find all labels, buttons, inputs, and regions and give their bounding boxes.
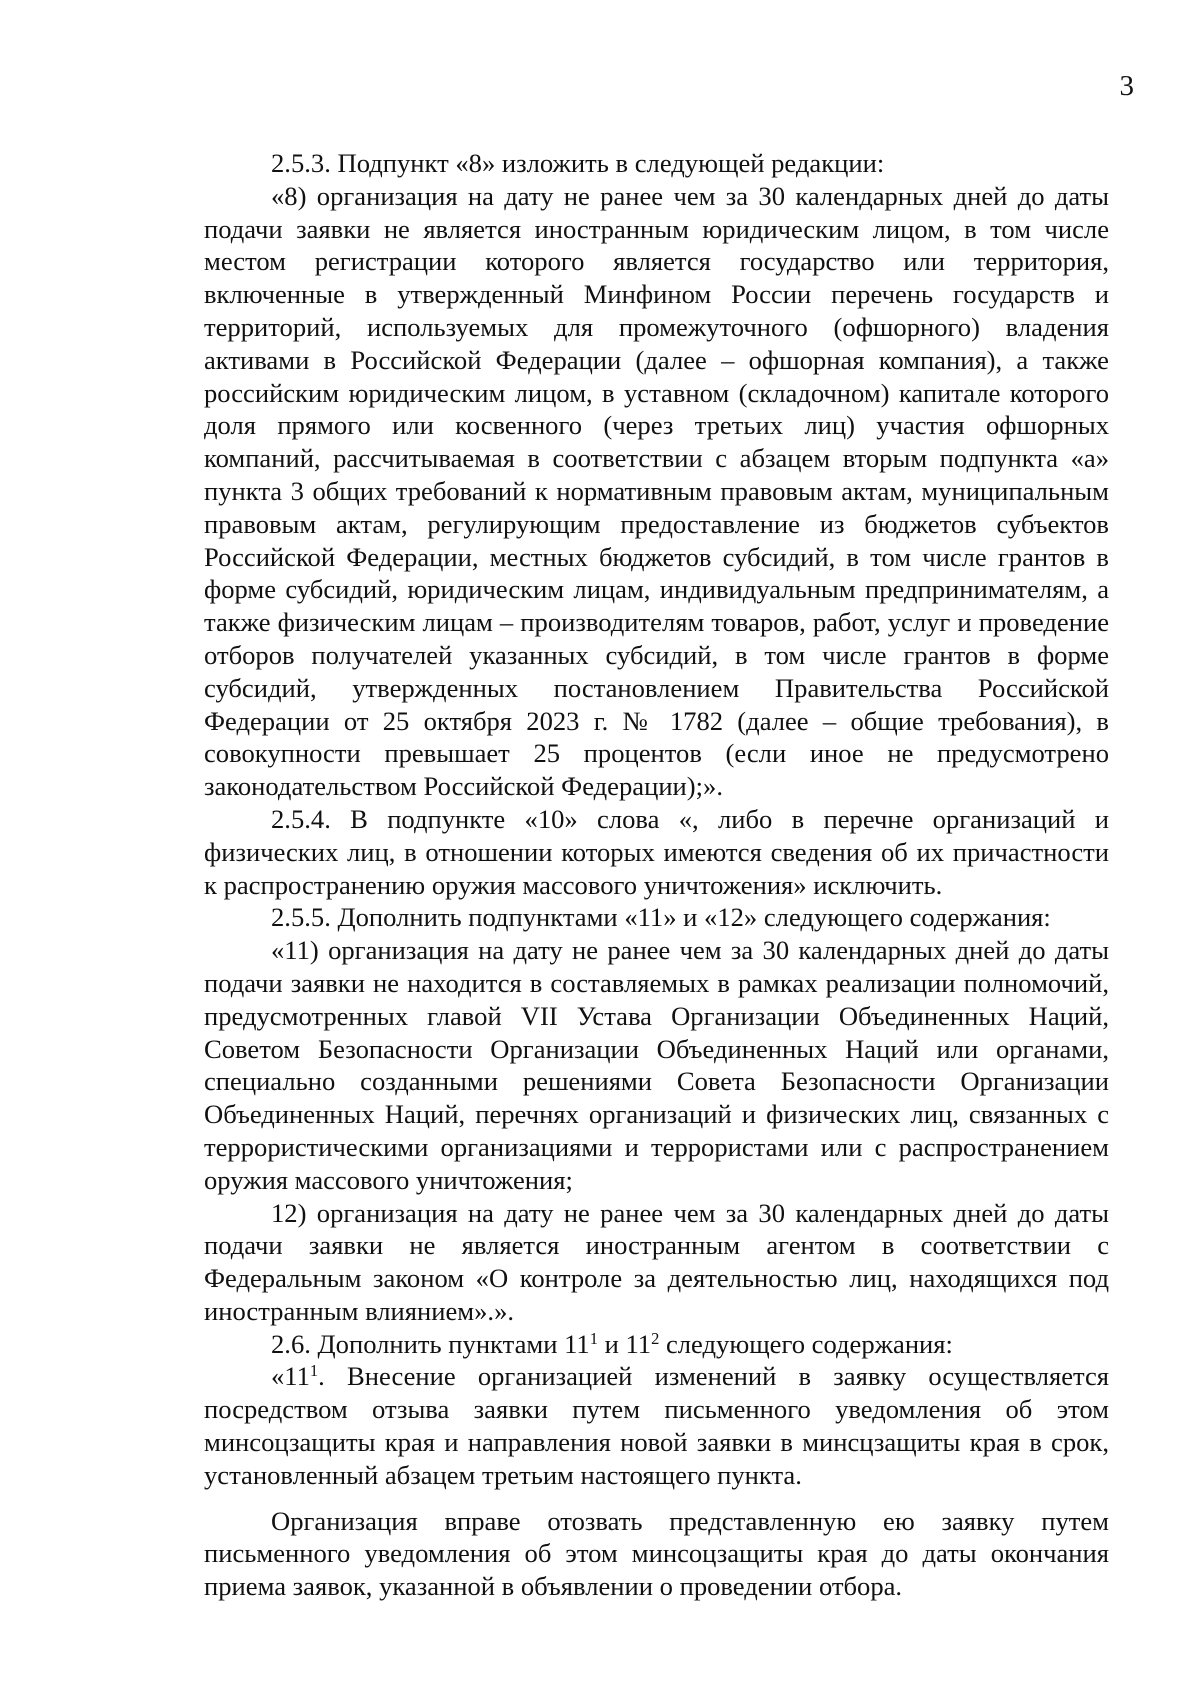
superscript: 1 [309,1361,319,1381]
superscript: 1 [589,1328,598,1348]
paragraph-withdrawal: Организация вправе отозвать представленную ею заявку путем письменного уведомления об этом минсоцзащиты края до даты окончания приема заявок, указанной в объявлении о проведении отбора. [204,1505,1109,1602]
text-segment: и 11 [597,1328,652,1359]
paragraph: 2.5.4. В подпункте «10» слова «, либо в перечне организаций и физических лиц, в отношении которых имеются сведения об их причастности к распространению оружия массового уничтожения» исключить. [204,803,1109,900]
superscript: 2 [651,1328,660,1348]
text-segment: 2.6. Дополнить пунктами 11 [271,1328,590,1359]
text-segment: следующего содержания: [659,1328,953,1359]
paragraph: 2.5.3. Подпункт «8» изложить в следующей редакции: [271,148,885,178]
paragraph: 2.5.5. Дополнить подпунктами «11» и «12» следующего содержания: [271,902,1051,933]
page-number: 3 [1119,70,1134,102]
paragraph: 12) организация на дату не ранее чем за 30 календарных дней до даты подачи заявки не является иностранным агентом в соответствии с Федеральным законом «О контроле за деятельностью лиц, находящихся под иностранным влиянием».». [204,1197,1109,1326]
paragraph-11-1 [204,1360,1109,1491]
text-segment: «11 [271,1361,310,1392]
paragraph-2-6 [204,1328,1109,1361]
paragraph: «11) организация на дату не ранее чем за 30 календарных дней до даты подачи заявки не находится в составляемых в рамках реализации полномочий, предусмотренных главой VII Устава Организации Объединенных Наций, Советом Безопасности Организации Объединенных Наций или органами, специально созданными решениями Совета Безопасности Организации Объединенных Наций, перечнях организаций и физических лиц, связанных с террористическими организациями и террористами или с распространением оружия массового уничтожения; [204,935,1109,1195]
text-segment: . Внесение организацией изменений в заявку осуществляется посредством отзыва заявки путем письменного уведомления об этом минсоцзащиты края и направления новой заявки в минсцзащиты края в срок, установленный абзацем третьим настоящего пункта. [204,1361,1109,1490]
paragraph: «8) организация на дату не ранее чем за 30 календарных дней до даты подачи заявки не является иностранным юридическим лицом, в том числе местом регистрации которого является государство или территория, включенные в утвержденный Минфином России перечень государств и территорий, используемых для промежуточного (офшорного) владения активами в Российской Федерации (далее – офшорная компания), а также российским юридическим лицом, в уставном (складочном) капитале которого доля прямого или косвенного (через третьих лиц) участия офшорных компаний, рассчитываемая в соответствии с абзацем вторым подпункта «а» пункта 3 общих требований к нормативным правовым актам, муниципальным правовым актам, регулирующим предоставление из бюджетов субъектов Российской Федерации, местных бюджетов субсидий, в том числе грантов в форме субсидий, юридическим лицам, индивидуальным предпринимателям, а также физическим лицам – производителям товаров, работ, услуг и проведение отборов получателей указанных субсидий, в том числе грантов в форме субсидий, утвержденных постановлением Правительства Российской Федерации от 25 октября 2023 г. № 1782 (далее – общие требования), в совокупности превышает 25 процентов (если иное не предусмотрено законодательством Российской Федерации);». [204,180,1109,802]
document-body [204,147,1109,1603]
